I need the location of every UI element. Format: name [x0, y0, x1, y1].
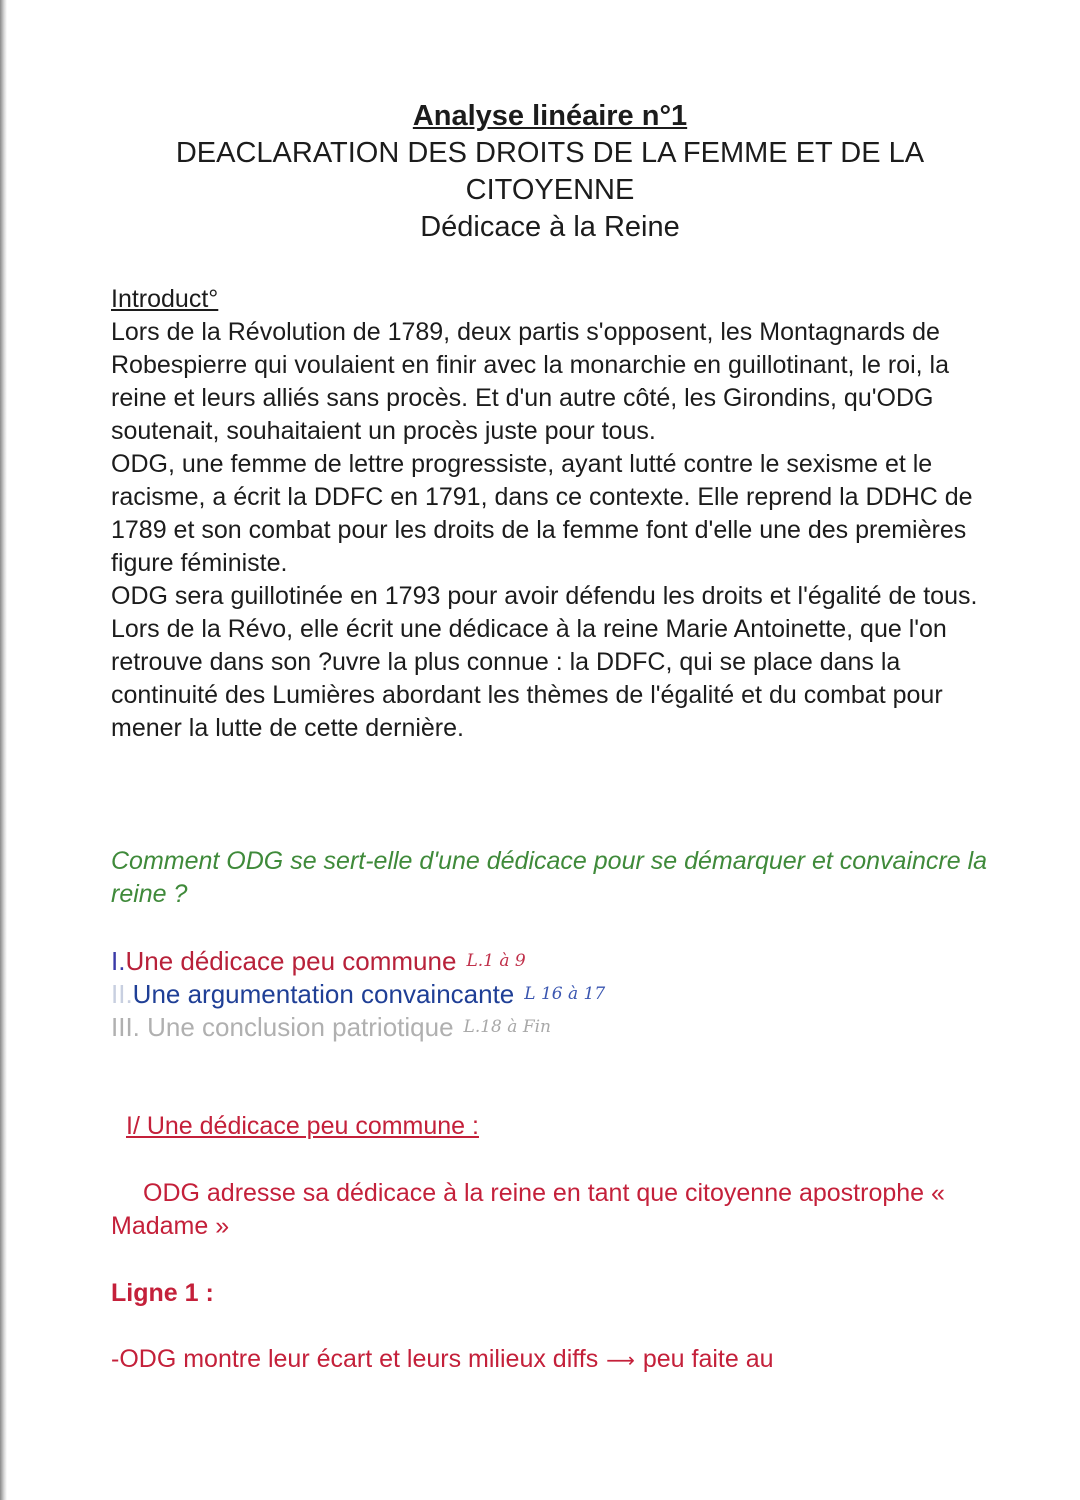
document-subtitle-line3: Dédicace à la Reine — [420, 211, 680, 243]
section1-heading: I/ Une dédicace peu commune : — [126, 1112, 479, 1140]
plan-item-note: L.18 à Fin — [463, 1017, 551, 1037]
section1-bullet — [111, 1343, 991, 1378]
document-title: Analyse linéaire n°1 — [412, 100, 688, 132]
intro-paragraph: Lors de la Révo, elle écrit une dédicace à la reine Marie Antoinette, que l'on retrouve dans son ?uvre la plus connue : la DDFC, qui se place dans la continuité des Lumières abordant les thèmes de l'égalité et du combat pour mener la lutte de cette dernière. — [111, 615, 947, 742]
plan-item-text: Une dédicace peu commune — [125, 946, 457, 976]
intro-paragraph: ODG, une femme de lettre progressiste, ayant lutté contre le sexisme et le racisme, a écrit la DDFC en 1791, dans ce contexte. Elle reprend la DDHC de 1789 et son combat pour les droits de la femme font d'elle une des premières figure féministe. — [111, 450, 973, 577]
arrow-icon: ⟶ — [606, 1350, 635, 1372]
intro-paragraph: Lors de la Révolution de 1789, deux partis s'opposent, les Montagnards de Robespierre qui voulaient en finir avec la monarchie en guillotinant, le roi, la reine et leurs alliés sans procès. Et d'un autre côté, les Girondins, qu'ODG soutenait, souhaitaient un procès juste pour tous. — [111, 318, 949, 445]
section1-paragraph: ODG adresse sa dédicace à la reine en tant que citoyenne apostrophe « Madame » — [111, 1179, 945, 1240]
introduction-heading: Introduct° — [111, 285, 219, 313]
plan-item-number: II. — [111, 979, 133, 1009]
document-subtitle-line2: CITOYENNE — [465, 174, 635, 206]
document-header — [0, 98, 1080, 246]
ligne-label: Ligne 1 : — [111, 1279, 214, 1307]
plan-item-note: L.1 à 9 — [466, 951, 526, 971]
plan-outline — [111, 945, 991, 1044]
plan-item-number: III. — [111, 1012, 140, 1042]
plan-item — [111, 978, 991, 1011]
plan-item-number: I. — [111, 946, 126, 976]
plan-item — [111, 945, 991, 978]
document-subtitle-line1: DEACLARATION DES DROITS DE LA FEMME ET DE LA — [175, 137, 925, 169]
intro-paragraph: ODG sera guillotinée en 1793 pour avoir défendu les droits et l'égalité de tous. — [111, 582, 978, 610]
plan-item-text: Une argumentation convaincante — [132, 979, 515, 1009]
problematique-question: Comment ODG se sert-elle d'une dédicace pour se démarquer et convaincre la reine ? — [111, 847, 988, 908]
plan-item-text: Une conclusion patriotique — [139, 1012, 454, 1042]
bullet-text-end: peu faite au — [642, 1345, 774, 1373]
bullet-text-start: -ODG montre leur écart et leurs milieux diffs — [111, 1345, 599, 1373]
plan-item-note: L 16 à 17 — [524, 984, 606, 1004]
plan-item — [111, 1011, 991, 1044]
introduction-section — [111, 283, 991, 745]
